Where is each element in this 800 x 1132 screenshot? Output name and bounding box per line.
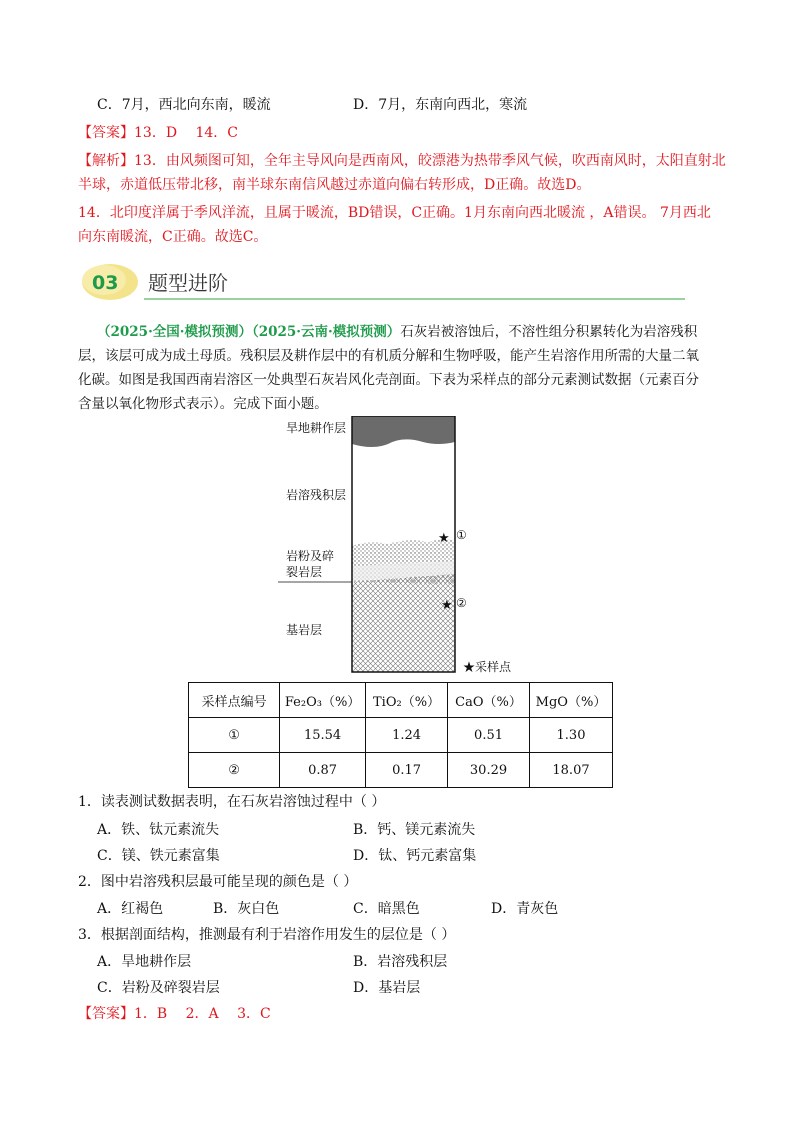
intro-line-3: 化碳。如图是我国西南岩溶区一处典型石灰岩风化壳剖面。下表为采样点的部分元素测试数据（元素百分: [78, 372, 699, 388]
profile-figure: [278, 416, 528, 678]
label-farm-layer: 旱地耕作层: [286, 421, 347, 435]
analysis-line-3: 14．北印度洋属于季风洋流，且属于暖流，BD错误，C正确。1月东南向西北暖流 ，A错误。 7月西北: [78, 205, 711, 221]
table-cell: 0.87: [280, 753, 366, 788]
question-2-stem: 2．图中岩溶残积层最可能呈现的颜色是（ ）: [78, 874, 358, 890]
table-header: TiO₂（%）: [366, 683, 448, 718]
analysis-line-2: 半球，赤道低压带北移，南半球东南信风越过赤道向偏右转形成，D正确。故选D。: [78, 177, 591, 193]
table-cell: 0.17: [366, 753, 448, 788]
table-row: [189, 753, 613, 788]
table-header: Fe₂O₃（%）: [280, 683, 366, 718]
label-bedrock-layer: 基岩层: [286, 623, 323, 637]
question-2-option-a: A．红褐色: [97, 901, 164, 917]
prev-answer: [78, 123, 238, 143]
question-3-option-d: D．基岩层: [353, 980, 421, 996]
label-powder-layer-1: 岩粉及碎: [286, 549, 335, 563]
prev-option-d: D．7月，东南向西北，寒流: [353, 97, 528, 113]
section-title: 题型进阶: [148, 271, 228, 295]
sample-star-icon: ★: [441, 598, 453, 613]
label-powder-layer-2: 裂岩层: [286, 565, 323, 579]
table-header: MgO（%）: [530, 683, 613, 718]
intro-source: （2025·全国·模拟预测）（2025·云南·模拟预测）: [97, 324, 401, 340]
answer: [78, 1004, 271, 1024]
section-divider: [144, 298, 685, 300]
intro-line-1: （2025·全国·模拟预测）（2025·云南·模拟预测）石灰岩被溶蚀后，不溶性组分积累转化为岩溶残积: [97, 324, 698, 340]
table-row: [189, 718, 613, 753]
answer-tag: 【答案】: [78, 125, 134, 141]
question-3-option-a: A．旱地耕作层: [97, 954, 192, 970]
table-cell: 0.51: [448, 718, 530, 753]
table-cell: 18.07: [530, 753, 613, 788]
label-residual-layer: 岩溶残积层: [286, 488, 347, 502]
table-cell: 30.29: [448, 753, 530, 788]
table-header: 采样点编号: [189, 683, 280, 718]
weathering-profile-diagram: [278, 416, 528, 678]
prev-option-c: C．7月，西北向东南，暖流: [97, 97, 271, 113]
bedrock-layer: [352, 574, 455, 672]
question-3-option-c: C．岩粉及碎裂岩层: [97, 980, 220, 996]
sample-point-2-label: ②: [456, 596, 467, 610]
analysis-line-4: 向东南暖流，C正确。故选C。: [78, 229, 268, 245]
farm-layer: [352, 416, 455, 447]
analysis-line-1: 【解析】13．由风频图可知，全年主导风向是西南风，皎漂港为热带季风气候，吹西南风时，太阳直射北: [78, 153, 726, 169]
sample-point-1-label: ①: [456, 528, 467, 542]
section-banner: [80, 258, 685, 302]
question-1-option-d: D．钛、钙元素富集: [353, 848, 477, 864]
question-1-option-a: A．铁、钛元素流失: [97, 822, 220, 838]
question-2-option-d: D．青灰色: [491, 901, 559, 917]
table-header-row: [189, 683, 613, 718]
table-cell: 1.30: [530, 718, 613, 753]
question-3-option-b: B．岩溶残积层: [353, 954, 448, 970]
question-3-stem: 3．根据剖面结构，推测最有利于岩溶作用发生的层位是（ ）: [78, 927, 456, 943]
answer-tag: 【答案】: [78, 1006, 134, 1022]
table-cell: ①: [189, 718, 280, 753]
question-1-option-c: C．镁、铁元素富集: [97, 848, 220, 864]
answer-text: 13．D 14．C: [134, 125, 239, 141]
answer-text: 1．B 2．A 3．C: [134, 1006, 271, 1022]
sample-star-icon: ★: [438, 531, 450, 546]
table-header: CaO（%）: [448, 683, 530, 718]
question-2-option-c: C．暗黑色: [353, 901, 420, 917]
table-cell: ②: [189, 753, 280, 788]
question-1-stem: 1．读表测试数据表明，在石灰岩溶蚀过程中（ ）: [78, 794, 386, 810]
question-1-option-b: B．钙、镁元素流失: [353, 822, 476, 838]
section-number: 03: [92, 272, 119, 294]
section-badge-icon: [80, 258, 144, 302]
intro-line-4: 含量以氧化物形式表示）。完成下面小题。: [78, 396, 328, 412]
analysis-tag: 【解析】: [78, 153, 134, 169]
legend-sample-point: ★采样点: [463, 660, 512, 674]
intro-line-2: 层，该层可成为成土母质。残积层及耕作层中的有机质分解和生物呼吸，能产生岩溶作用所需的大量二氧: [78, 348, 699, 364]
question-2-option-b: B．灰白色: [213, 901, 280, 917]
table-cell: 15.54: [280, 718, 366, 753]
table-cell: 1.24: [366, 718, 448, 753]
element-data-table: [188, 682, 613, 788]
